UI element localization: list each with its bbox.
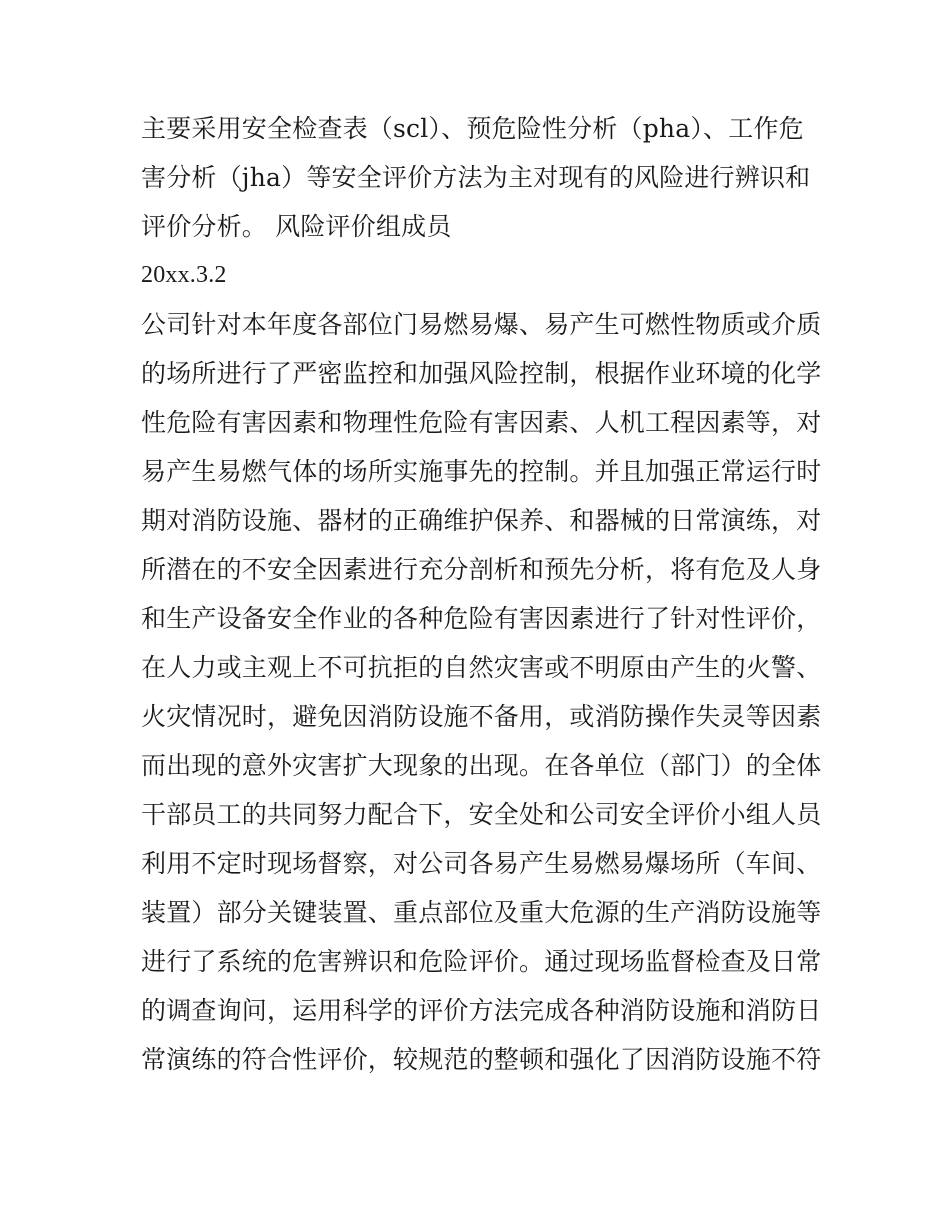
text-line: 和生产设备安全作业的各种危险有害因素进行了针对性评价，	[141, 604, 822, 633]
text-line: 害分析（jha）等安全评价方法为主对现有的风险进行辨识和	[141, 163, 811, 192]
text-line: 公司针对本年度各部位门易燃易爆、易产生可燃性物质或介质	[141, 310, 822, 339]
main-paragraph	[141, 300, 821, 1084]
text-line: 易产生易燃气体的场所实施事先的控制。并且加强正常运行时	[141, 457, 822, 486]
text-line: 所潜在的不安全因素进行充分剖析和预先分析，将有危及人身	[141, 555, 822, 584]
text-line: 评价分析。 风险评价组成员	[141, 212, 452, 241]
text-line: 干部员工的共同努力配合下，安全处和公司安全评价小组人员	[141, 800, 822, 829]
date-text: 20xx.3.2	[141, 262, 227, 288]
text-line: 装置）部分关键装置、重点部位及重大危源的生产消防设施等	[141, 898, 822, 927]
text-line: 常演练的符合性评价，较规范的整顿和强化了因消防设施不符	[141, 1045, 822, 1074]
text-line: 的调查询问，运用科学的评价方法完成各种消防设施和消防日	[141, 996, 822, 1025]
intro-paragraph	[141, 104, 821, 251]
text-line: 而出现的意外灾害扩大现象的出现。在各单位（部门）的全体	[141, 751, 822, 780]
date-line	[141, 251, 821, 300]
text-line: 火灾情况时，避免因消防设施不备用，或消防操作失灵等因素	[141, 702, 822, 731]
text-line: 主要采用安全检查表（scl）、预危险性分析（pha）、工作危	[141, 114, 804, 143]
text-line: 在人力或主观上不可抗拒的自然灾害或不明原由产生的火警、	[141, 653, 822, 682]
text-line: 进行了系统的危害辨识和危险评价。通过现场监督检查及日常	[141, 947, 822, 976]
text-line: 利用不定时现场督察，对公司各易产生易燃易爆场所（车间、	[141, 849, 822, 878]
text-line: 性危险有害因素和物理性危险有害因素、人机工程因素等，对	[141, 408, 822, 437]
text-line: 的场所进行了严密监控和加强风险控制，根据作业环境的化学	[141, 359, 822, 388]
text-line: 期对消防设施、器材的正确维护保养、和器械的日常演练，对	[141, 506, 822, 535]
